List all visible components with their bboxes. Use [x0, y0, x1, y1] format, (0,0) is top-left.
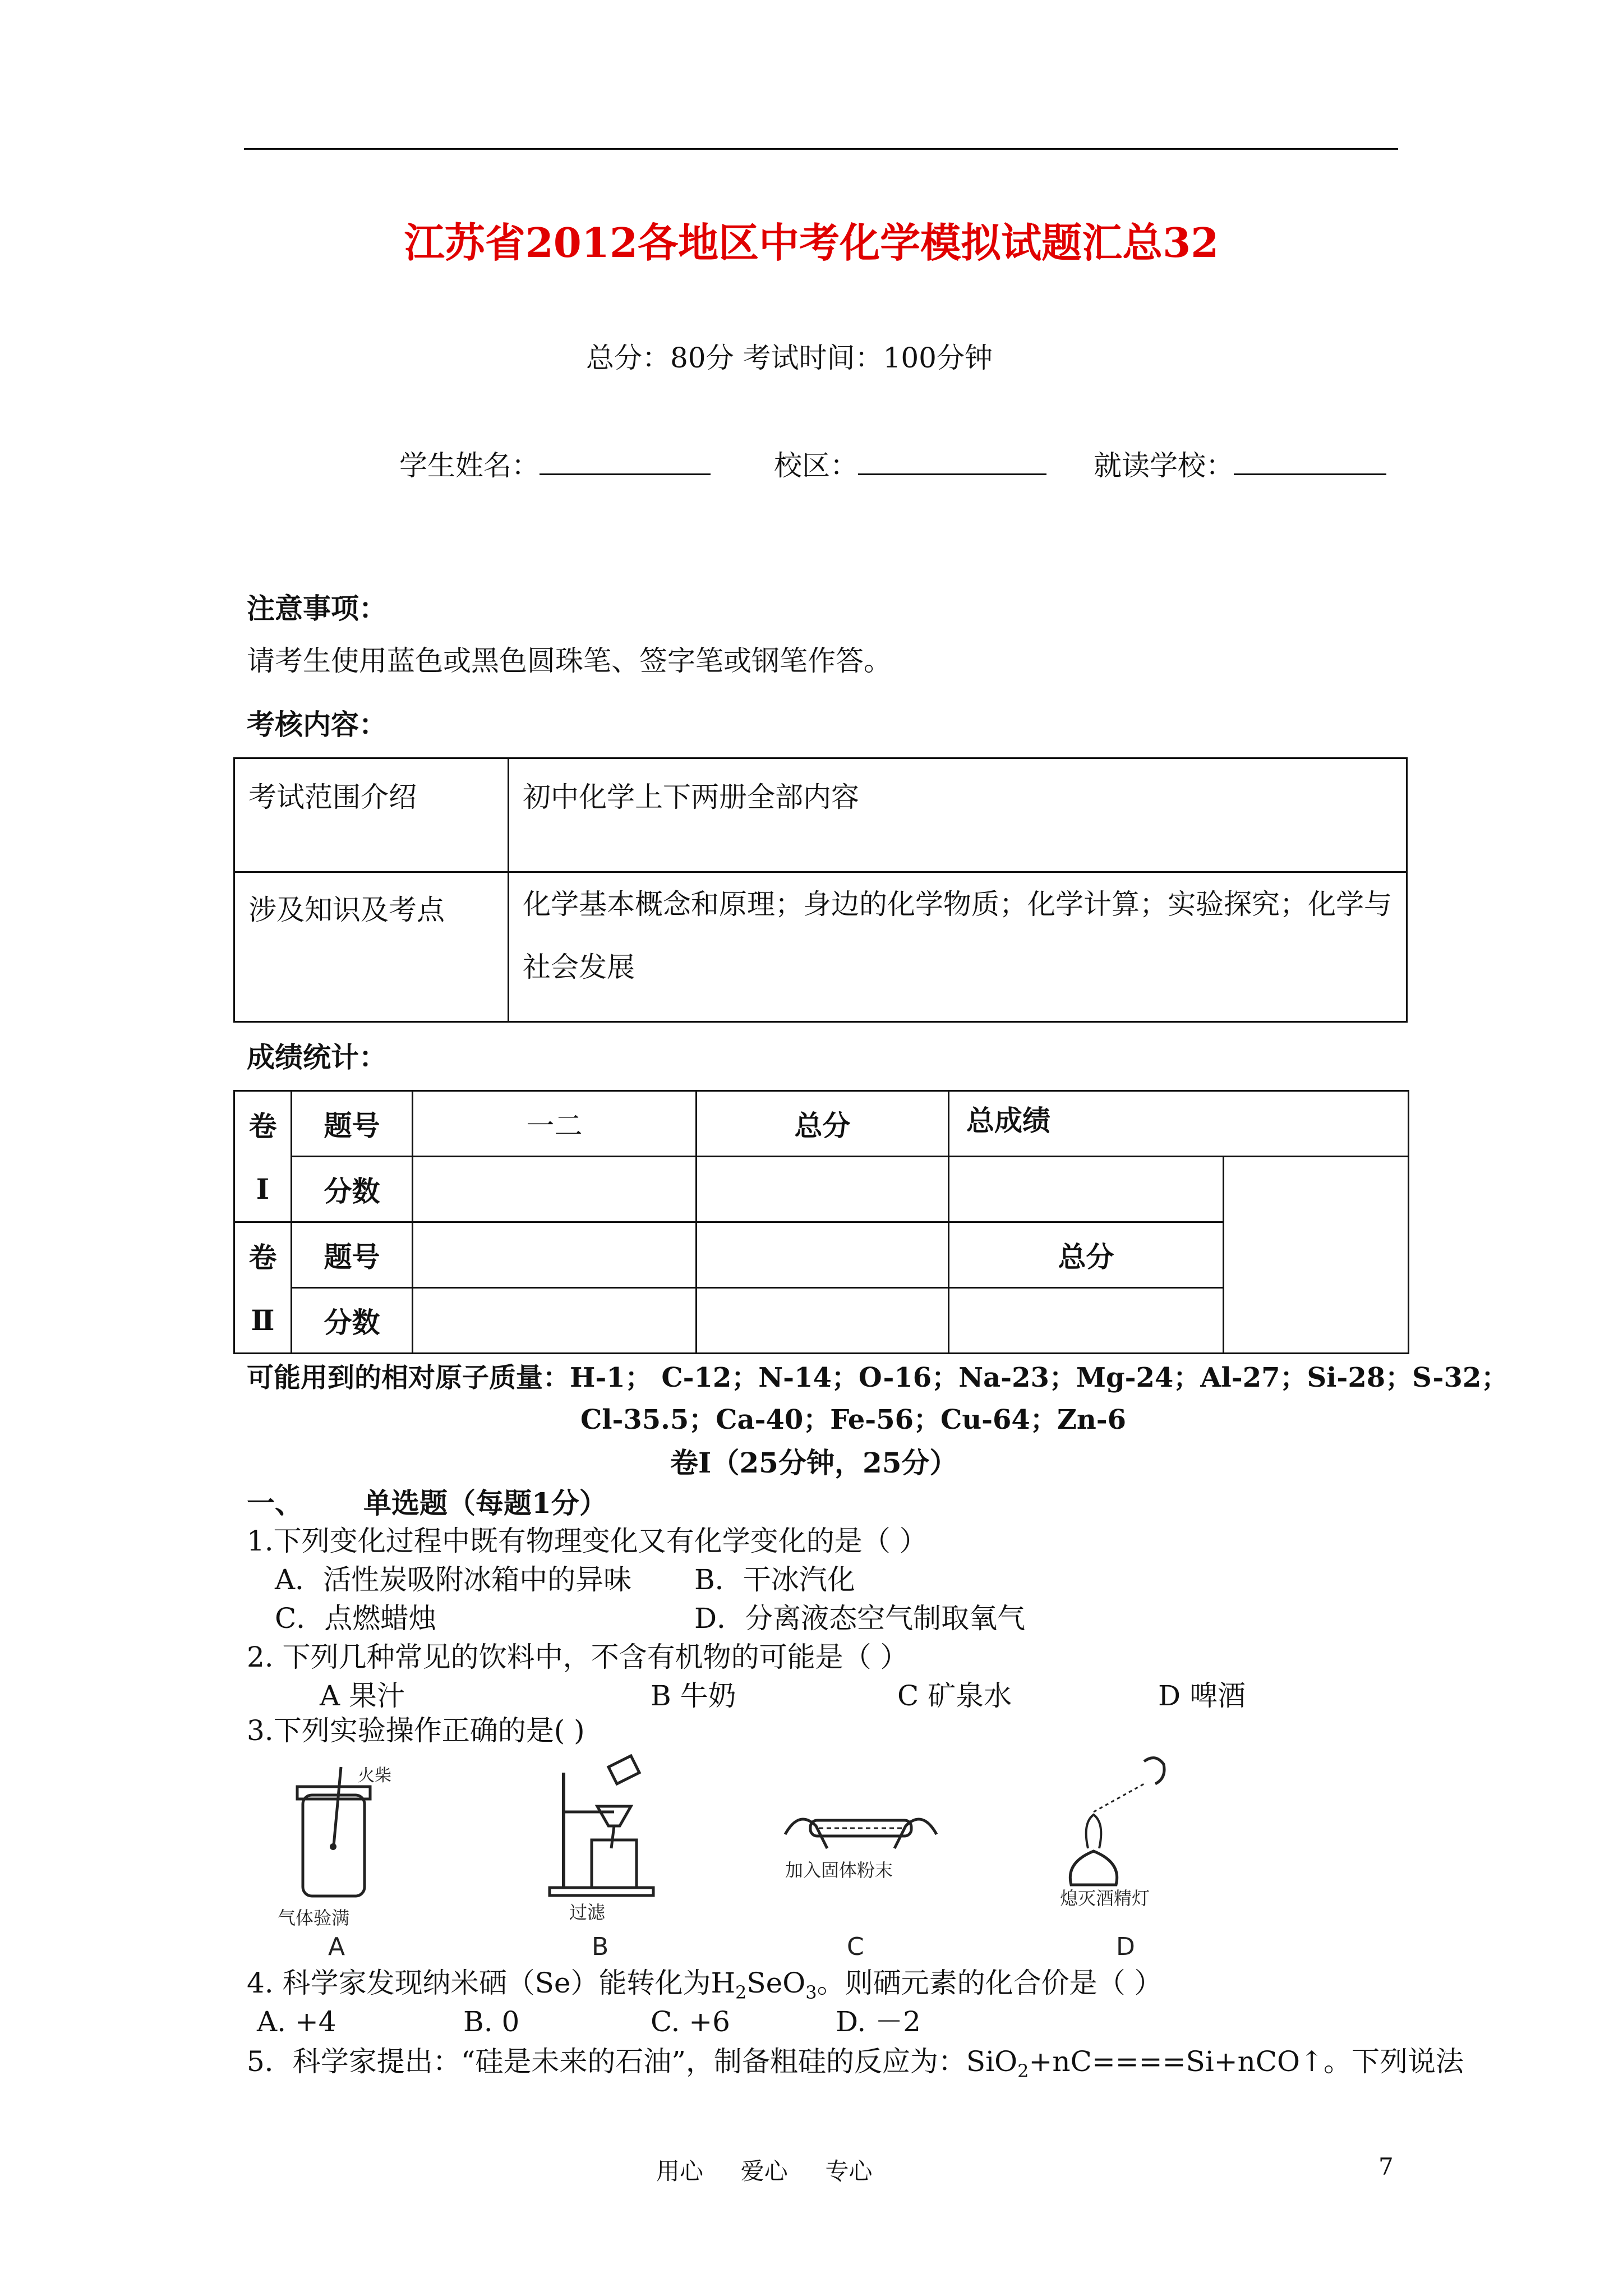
q2-option-c[interactable]: C 矿泉水	[897, 1680, 1012, 1712]
notice-text: 请考生使用蓝色或黑色圆珠笔、签字笔或钢笔作答。	[247, 645, 892, 677]
score-cell[interactable]	[413, 1222, 697, 1288]
score-cell[interactable]	[413, 1157, 697, 1222]
col-yier: 一二	[413, 1091, 697, 1157]
q4-stem-post: 。则硒元素的化合价是（ ）	[817, 1967, 1163, 1999]
student-name-blank[interactable]	[540, 451, 711, 475]
content-row	[234, 872, 1407, 1022]
q3-stem: 3.下列实验操作正确的是( )	[247, 1714, 585, 1747]
col-total: 总成绩	[949, 1091, 1409, 1157]
content-value-line: 社会发展	[523, 951, 635, 983]
vol2-number: Ⅱ	[234, 1288, 292, 1354]
tihao-label: 题号	[292, 1222, 413, 1288]
exam-info: 总分：80分 考试时间：100分钟	[586, 342, 993, 374]
content-value: 初中化学上下两册全部内容	[509, 758, 1407, 872]
q4-option-b[interactable]: B. 0	[463, 2005, 520, 2038]
fenshu-label: 分数	[292, 1288, 413, 1354]
content-label: 考试范围介绍	[234, 758, 509, 872]
student-name-field[interactable]	[399, 449, 711, 482]
score-cell[interactable]	[697, 1288, 949, 1354]
part-one-label: 单选题（每题1分）	[363, 1487, 607, 1520]
q2-stem: 2. 下列几种常见的饮料中，不含有机物的可能是（ ）	[247, 1641, 909, 1673]
figure-a-letter: A	[328, 1932, 345, 1958]
figure-a-caption: 气体验满	[278, 1907, 350, 1929]
score-table	[233, 1090, 1409, 1354]
score-cell[interactable]	[949, 1288, 1224, 1354]
figure-b-caption: 过滤	[569, 1902, 606, 1923]
campus-field[interactable]	[774, 449, 1046, 482]
vol1-number: Ⅰ	[234, 1157, 292, 1222]
q5-stem-pre: 5．科学家提出：“硅是未来的石油”，制备粗硅的反应为：SiO	[247, 2045, 1018, 2078]
figure-b-letter: B	[592, 1932, 609, 1958]
school-blank[interactable]	[1234, 451, 1386, 475]
q4-option-d[interactable]: D. －2	[836, 2005, 921, 2038]
figure-d-lamp[interactable]	[1060, 1750, 1195, 1958]
zongfen2-label: 总分	[949, 1222, 1224, 1288]
q2-option-b[interactable]: B 牛奶	[651, 1680, 736, 1712]
notice-heading: 注意事项：	[247, 592, 387, 625]
content-heading: 考核内容：	[247, 708, 387, 741]
q4-option-c[interactable]: C. +6	[651, 2005, 730, 2038]
header-rule	[244, 148, 1398, 150]
score-cell[interactable]	[697, 1222, 949, 1288]
q2-option-a[interactable]: A 果汁	[320, 1680, 405, 1712]
q4-sub1: 2	[735, 1982, 747, 2003]
content-value-line: 化学基本概念和原理；身边的化学物质；化学计算；实验探究；化学与	[523, 888, 1392, 921]
figure-c-caption: 加入固体粉末	[785, 1860, 893, 1881]
part-one-num: 一、	[247, 1487, 303, 1520]
col-zongfen: 总分	[697, 1091, 949, 1157]
fenshu-label: 分数	[292, 1157, 413, 1222]
score-cell[interactable]	[697, 1157, 949, 1222]
q5-sub: 2	[1017, 2060, 1029, 2082]
tihao-label: 题号	[292, 1091, 413, 1157]
q1-option-b[interactable]: B．干冰汽化	[694, 1563, 855, 1596]
q4-stem	[247, 1966, 1163, 2003]
campus-blank[interactable]	[858, 451, 1046, 475]
q4-stem-mid: SeO	[746, 1967, 806, 1999]
campus-label: 校区：	[774, 449, 858, 482]
q1-option-c[interactable]: C．点燃蜡烛	[275, 1602, 437, 1635]
student-name-label: 学生姓名：	[399, 449, 540, 482]
score-heading: 成绩统计：	[247, 1041, 387, 1074]
content-label: 涉及知识及考点	[234, 872, 509, 1022]
figure-c-powder[interactable]	[777, 1787, 945, 1958]
figure-b-filtration[interactable]	[547, 1750, 659, 1958]
content-row	[234, 758, 1407, 872]
section-title: 卷Ⅰ（25分钟，25分）	[670, 1446, 958, 1479]
school-field[interactable]	[1094, 449, 1386, 482]
footer-motto: 用心 爱心 专心	[656, 2157, 873, 2185]
content-value	[509, 872, 1407, 1022]
score-cell[interactable]	[413, 1288, 697, 1354]
q1-option-a[interactable]: A．活性炭吸附冰箱中的异味	[275, 1563, 632, 1596]
q5-stem-post: +nC====Si+nCO↑。下列说法	[1029, 2045, 1464, 2078]
q1-option-d[interactable]: D．分离液态空气制取氧气	[694, 1602, 1026, 1635]
figure-d-letter: D	[1116, 1932, 1135, 1958]
q5-stem	[247, 2045, 1464, 2082]
q1-stem: 1.下列变化过程中既有物理变化又有化学变化的是（ ）	[247, 1525, 928, 1557]
atomic-masses-line1: 可能用到的相对原子质量：H-1； C-12；N-14；O-16；Na-23；Mg-24；Al-27；Si-28；S-32；	[247, 1362, 1509, 1393]
q4-sub2: 3	[805, 1982, 817, 2003]
q4-stem-pre: 4. 科学家发现纳米硒（Se）能转化为H	[247, 1967, 736, 1999]
atomic-masses-line2: Cl-35.5；Ca-40；Fe-56；Cu-64；Zn-6	[580, 1404, 1127, 1435]
score-cell[interactable]	[949, 1157, 1224, 1222]
total-score-cell[interactable]	[1224, 1157, 1409, 1354]
figure-d-caption: 熄灭酒精灯	[1060, 1888, 1150, 1909]
q4-option-a[interactable]: A. +4	[257, 2005, 336, 2038]
figure-a-tag: 火柴	[358, 1766, 391, 1786]
page-title: 江苏省2012各地区中考化学模拟试题汇总32	[404, 219, 1219, 266]
school-label: 就读学校：	[1094, 449, 1234, 482]
figure-c-letter: C	[847, 1932, 864, 1958]
vol2-label: 卷	[234, 1222, 292, 1288]
q2-option-d[interactable]: D 啤酒	[1158, 1680, 1246, 1712]
content-table	[233, 757, 1408, 1023]
page-number: 7	[1378, 2153, 1394, 2180]
figure-a-gas-test[interactable]	[275, 1761, 421, 1958]
vol1-label: 卷	[234, 1091, 292, 1157]
